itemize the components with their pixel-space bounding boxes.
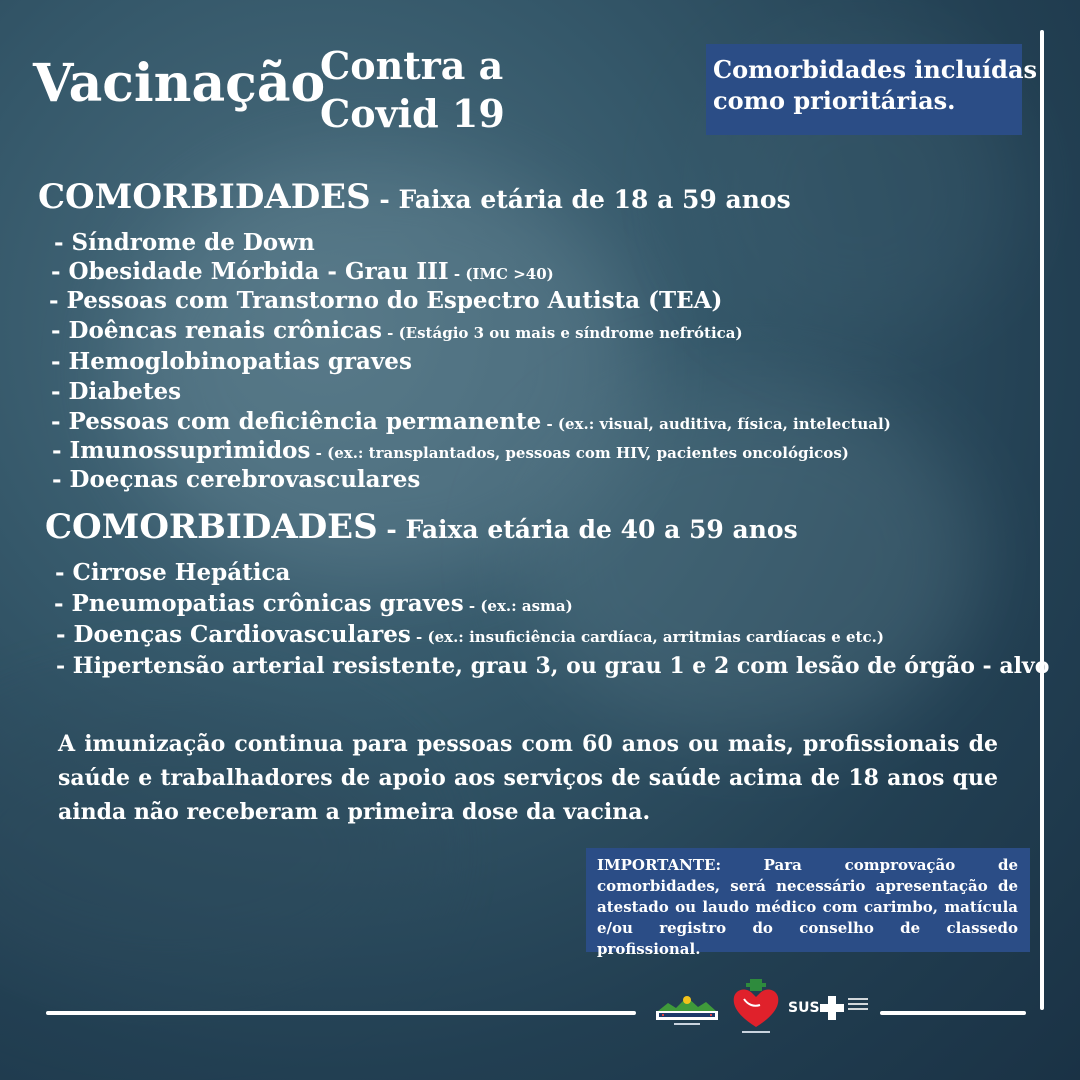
background-blur [520, 380, 980, 740]
list-item: - Doeçnas cerebrovasculares [52, 466, 421, 493]
sus-logo [788, 995, 868, 1025]
subtitle-line-2: Covid 19 [320, 91, 505, 136]
subtitle-line-1: Contra a [320, 43, 504, 88]
page-subtitle [320, 42, 505, 138]
important-notice: IMPORTANTE: Para comprovação de comorbidades, será necessário apresentação de atestado ou laudo médico com carimbo, matícula e/ou registro do conselho de classedo profissional. [586, 848, 1030, 952]
list-item: - Pessoas com Transtorno do Espectro Autista (TEA) [49, 287, 723, 314]
section-1-title: COMORBIDADES [38, 177, 371, 217]
page-title: Vacinação [33, 53, 326, 114]
sus-label: SUS [788, 1000, 820, 1016]
immunization-notice: A imunização continua para pessoas com 60 anos ou mais, profissionais de saúde e trabalhadores de apoio aos serviços de saúde acima de 18 anos que ainda não receberam a primeira dose da vacina. [58, 731, 998, 825]
list-item: - Pessoas com deficiência permanente - (ex.: visual, auditiva, física, intelectual) [51, 408, 891, 435]
list-item: - Hemoglobinopatias graves [51, 348, 412, 375]
list-item: - Imunossuprimidos - (ex.: transplantados, pessoas com HIV, pacientes oncológicos) [52, 437, 849, 464]
cross-icon [820, 996, 844, 1020]
right-border-line [1040, 30, 1044, 1010]
list-item: - Doenças Cardiovasculares - (ex.: insuficiência cardíaca, arritmias cardíacas e etc.) [56, 621, 884, 648]
section-1-heading [38, 177, 791, 217]
list-item: - Obesidade Mórbida - Grau III - (IMC >40) [51, 258, 554, 285]
footer-logos [650, 975, 870, 1041]
section-2-title: COMORBIDADES [45, 507, 378, 547]
priority-badge [706, 44, 1038, 135]
badge-line-2: como prioritárias. [713, 86, 956, 115]
bottom-line-right [880, 1011, 1026, 1015]
list-item: - Doêncas renais crônicas - (Estágio 3 ou mais e síndrome nefrótica) [51, 317, 743, 344]
list-item: - Síndrome de Down [54, 229, 315, 256]
section-1-age-range: - Faixa etária de 18 a 59 anos [370, 185, 791, 214]
bottom-line-left [46, 1011, 636, 1015]
prefeitura-logo-icon [654, 991, 720, 1031]
heart-logo-icon [730, 977, 782, 1037]
sus-caption-icon [848, 998, 868, 1018]
list-item: - Pneumopatias crônicas graves - (ex.: asma) [54, 590, 573, 617]
list-item: - Hipertensão arterial resistente, grau 3, ou grau 1 e 2 com lesão de órgão - alvo [56, 653, 1050, 679]
list-item: - Cirrose Hepática [55, 559, 291, 586]
section-2-heading [45, 507, 798, 547]
badge-line-1: Comorbidades incluídas [713, 55, 1038, 84]
list-item: - Diabetes [51, 378, 182, 405]
section-2-age-range: - Faixa etária de 40 a 59 anos [377, 515, 798, 544]
